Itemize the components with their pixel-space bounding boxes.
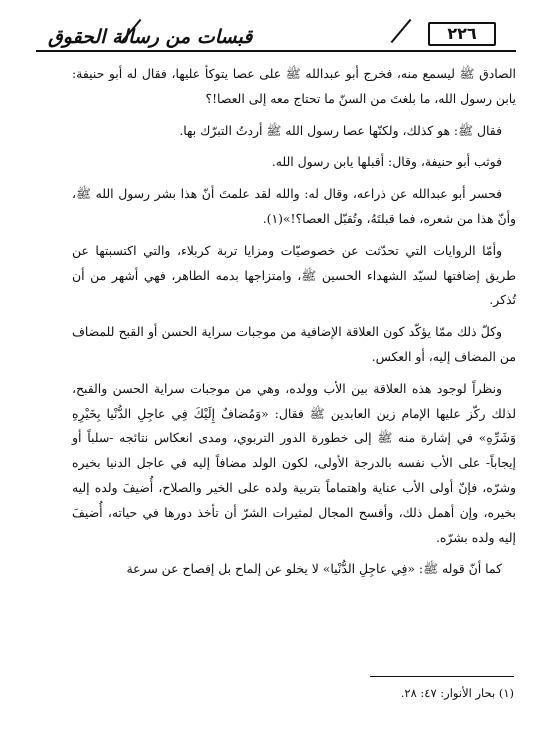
running-title: قبسات من رسالة الحقوق: [48, 26, 253, 48]
footnote-divider: [370, 676, 514, 677]
paragraph: وكلّ ذلك ممّا يؤكّد كون العلاقة الإضافية من موجبات سراية الحسن أو القبح للمضاف من المضاف إليه، أو العكس.: [72, 324, 516, 364]
header-ornament-slash: [391, 19, 412, 43]
paragraph: كما أنّ قوله ﷺ: «فِي عاجِلِ الدُّنْيا» لا يخلو عن إلماح بل إفصاح عن سرعة: [126, 561, 502, 577]
paragraph: فحسر أبو عبدالله عن ذراعه، وقال له: والله لقد علمتَ أنّ هذا بشر رسول الله ﷺ، وأنّ هذا من شعره، فما قبلتَهُ، وتُقبّل العصا؟!»(١).: [72, 186, 516, 226]
header-rule: [36, 50, 516, 52]
paragraph: فوثب أبو حنيفة، وقال: أقبلها يابن رسول الله.: [271, 154, 502, 170]
page-header: [0, 0, 554, 60]
page-body: [72, 62, 516, 589]
paragraph: الصادق ﷺ ليسمع منه، فخرج أبو عبدالله ﷺ على عصا يتوكأ عليها، فقال له أبو حنيفة: يابن رسول الله، ما بلغتَ من السنّ ما تحتاج معه إلى العصا!؟: [72, 66, 516, 106]
footnote: (١) بحار الأنوار: ٤٧: ٢٨.: [400, 686, 514, 700]
paragraph: فقال ﷺ: هو كذلك، ولكنّها عصا رسول الله ﷺ أردتُ التبرّك بها.: [179, 122, 502, 138]
page-number: ٢٢٦: [428, 22, 496, 46]
paragraph: وأمّا الروايات التي تحدّثت عن خصوصيّات ومزايا تربة كربلاء، والتي اكتسبتها عن طريق إضافتها لسيّد الشهداء الحسين ﷺ، وامتزاجها بدمه الطاهر، فهي أشهر من أن تُذكر.: [72, 242, 516, 308]
paragraph: ونظراً لوجود هذه العلاقة بين الأب وولده، وهي من موجبات سراية الحسن والقبح، لذلك ركّز عليها الإمام زين العابدين ﷺ فقال: «وَمُضافٌ إِلَيْكَ فِي عاجِلِ الدُّنْيا بِخَيْرِهِ وَشَرِّهِ» في إشارة منه ﷺ إلى خطورة الدور التربوي، ومدى انعكاس نتائجه -سلباً أو إيجاباً- على الأب نفسه بالدرجة الأولى، لكون الولد مضافاً إليه في عاجل الدنيا بخيره وشرّه، فإنّ أولى الأب عناية واهتماماً بتربية ولده على الخير والصلاح، أُضيفَ ولده إليه بخيره، وإن أهمل ذلك، وأفسح المجال لمثيرات الشرّ أن تأخذ دورها في حياته، أُضيفَ إليه ولده بشرّه.: [72, 380, 516, 545]
